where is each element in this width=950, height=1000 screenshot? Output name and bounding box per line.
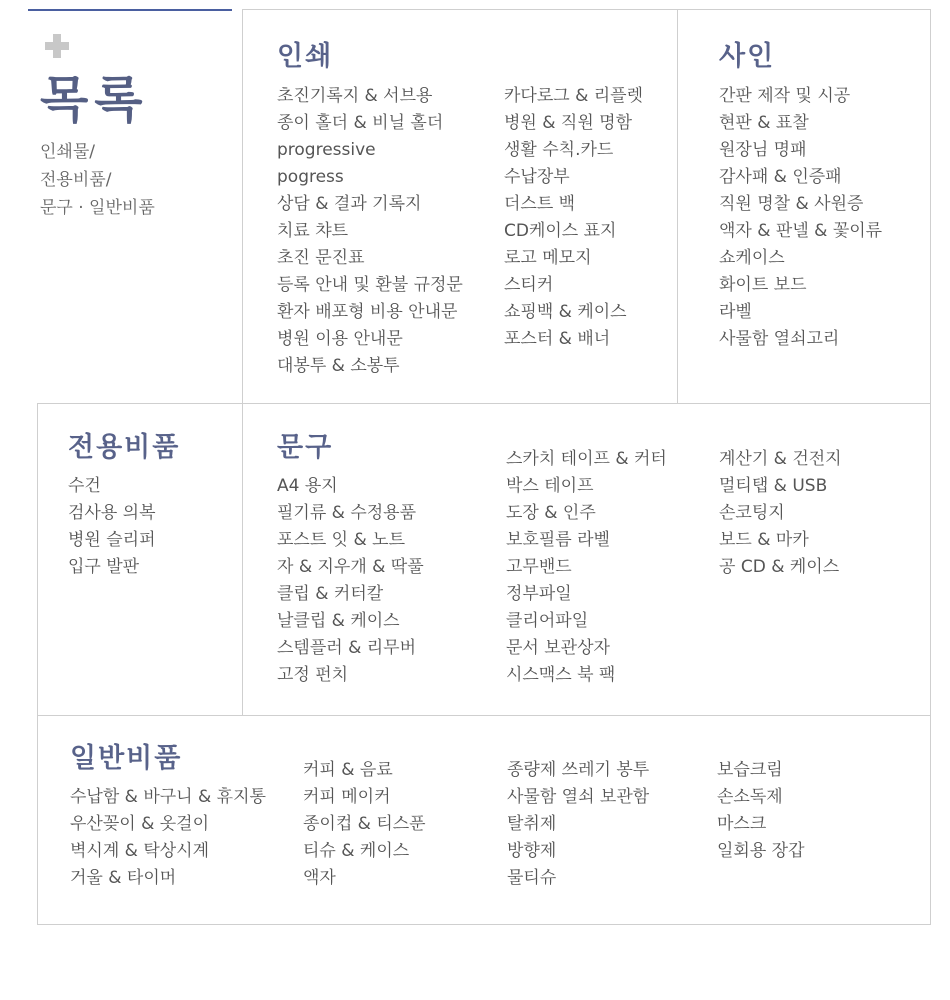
- list-item[interactable]: 초진기록지 & 서브용: [277, 86, 433, 106]
- list-item[interactable]: A4 용지: [277, 476, 338, 496]
- list-item[interactable]: 도장 & 인주: [506, 503, 596, 523]
- list-item[interactable]: 정부파일: [506, 584, 572, 604]
- general-list-1: [70, 784, 266, 892]
- list-item[interactable]: 마스크: [717, 814, 767, 834]
- subtitle-line: 전용비품/: [40, 170, 112, 190]
- subtitle-line: 문구 · 일반비품: [40, 198, 155, 218]
- list-item[interactable]: 스티커: [504, 275, 554, 295]
- dedicated-heading: 전용비품: [68, 432, 181, 463]
- list-item[interactable]: 종이컵 & 티스푼: [303, 814, 426, 834]
- list-item[interactable]: 현판 & 표찰: [719, 113, 809, 133]
- list-item[interactable]: CD케이스 표지: [504, 221, 617, 241]
- print-list-1: [277, 83, 463, 380]
- list-item[interactable]: 포스트 잇 & 노트: [277, 530, 405, 550]
- list-item[interactable]: 보습크림: [717, 760, 783, 780]
- general-list-3: [507, 757, 649, 892]
- list-item[interactable]: 필기류 & 수정용품: [277, 503, 417, 523]
- list-item[interactable]: 간판 제작 및 시공: [719, 86, 851, 106]
- list-item[interactable]: 문서 보관상자: [506, 638, 610, 658]
- list-item[interactable]: 라벨: [719, 302, 752, 322]
- list-item[interactable]: pogress: [277, 167, 344, 187]
- list-item[interactable]: 직원 명찰 & 사원증: [719, 194, 864, 214]
- stationery-list-1: [277, 473, 424, 689]
- list-item[interactable]: 클립 & 커터칼: [277, 584, 384, 604]
- list-item[interactable]: 입구 발판: [68, 557, 140, 577]
- list-item[interactable]: 박스 테이프: [506, 476, 594, 496]
- list-item[interactable]: 보호필름 라벨: [506, 530, 610, 550]
- list-item[interactable]: 스템플러 & 리무버: [277, 638, 417, 658]
- catalog-title: 목록: [40, 71, 149, 129]
- stationery-list-2: [506, 446, 667, 689]
- list-item[interactable]: 거울 & 타이머: [70, 868, 177, 888]
- list-item[interactable]: 방향제: [507, 841, 557, 861]
- list-item[interactable]: 카다로그 & 리플렛: [504, 86, 644, 106]
- list-item[interactable]: 계산기 & 건전지: [719, 449, 842, 469]
- list-item[interactable]: 물티슈: [507, 868, 557, 888]
- list-item[interactable]: 생활 수칙.카드: [504, 140, 614, 160]
- list-item[interactable]: 자 & 지우개 & 딱풀: [277, 557, 424, 577]
- list-item[interactable]: 보드 & 마카: [719, 530, 809, 550]
- list-item[interactable]: 등록 안내 및 환불 규정문: [277, 275, 463, 295]
- list-item[interactable]: 쇼케이스: [719, 248, 785, 268]
- list-item[interactable]: 감사패 & 인증패: [719, 167, 842, 187]
- dedicated-list: [68, 473, 156, 581]
- list-item[interactable]: 클리어파일: [506, 611, 589, 631]
- list-item[interactable]: 병원 슬리퍼: [68, 530, 156, 550]
- list-item[interactable]: 날클립 & 케이스: [277, 611, 400, 631]
- print-heading: 인쇄: [277, 41, 334, 72]
- list-item[interactable]: 포스터 & 배너: [504, 329, 611, 349]
- list-item[interactable]: 탈취제: [507, 814, 557, 834]
- list-item[interactable]: 종량제 쓰레기 봉투: [507, 760, 650, 780]
- list-item[interactable]: 사물함 열쇠 보관함: [507, 787, 650, 807]
- list-item[interactable]: 환자 배포형 비용 안내문: [277, 302, 458, 322]
- list-item[interactable]: 화이트 보드: [719, 275, 807, 295]
- stationery-list-3: [719, 446, 842, 581]
- general-list-2: [303, 757, 426, 892]
- list-item[interactable]: 시스맥스 북 팩: [506, 665, 616, 685]
- sign-list: [719, 83, 882, 353]
- sign-heading: 사인: [719, 41, 776, 72]
- list-item[interactable]: 공 CD & 케이스: [719, 557, 840, 577]
- general-heading: 일반비품: [70, 743, 183, 774]
- print-list-2: [504, 83, 643, 353]
- list-item[interactable]: 검사용 의복: [68, 503, 156, 523]
- subtitle-line: 인쇄물/: [40, 142, 95, 162]
- list-item[interactable]: 벽시계 & 탁상시계: [70, 841, 210, 861]
- list-item[interactable]: 고정 펀치: [277, 665, 349, 685]
- list-item[interactable]: 쇼핑백 & 케이스: [504, 302, 627, 322]
- list-item[interactable]: 종이 홀더 & 비닐 홀더: [277, 113, 444, 133]
- list-item[interactable]: 로고 메모지: [504, 248, 592, 268]
- list-item[interactable]: 병원 & 직원 명함: [504, 113, 632, 133]
- list-item[interactable]: 상담 & 결과 기록지: [277, 194, 422, 214]
- list-item[interactable]: 사물함 열쇠고리: [719, 329, 840, 349]
- list-item[interactable]: progressive: [277, 140, 376, 160]
- stationery-heading: 문구: [277, 432, 334, 463]
- list-item[interactable]: 더스트 백: [504, 194, 576, 214]
- list-item[interactable]: 손소독제: [717, 787, 783, 807]
- list-item[interactable]: 고무밴드: [506, 557, 572, 577]
- list-item[interactable]: 수납장부: [504, 167, 570, 187]
- list-item[interactable]: 액자 & 판넬 & 꽃이류: [719, 221, 883, 241]
- catalog-subtitle: [40, 138, 155, 222]
- list-item[interactable]: 액자: [303, 868, 336, 888]
- list-item[interactable]: 수건: [68, 476, 101, 496]
- list-item[interactable]: 손코팅지: [719, 503, 785, 523]
- list-item[interactable]: 초진 문진표: [277, 248, 365, 268]
- list-item[interactable]: 티슈 & 케이스: [303, 841, 410, 861]
- list-item[interactable]: 우산꽂이 & 옷걸이: [70, 814, 210, 834]
- list-item[interactable]: 멀티탭 & USB: [719, 476, 828, 496]
- list-item[interactable]: 커피 메이커: [303, 787, 391, 807]
- header-accent-line: [28, 9, 232, 11]
- list-item[interactable]: 수납함 & 바구니 & 휴지통: [70, 787, 266, 807]
- list-item[interactable]: 치료 챠트: [277, 221, 349, 241]
- list-item[interactable]: 커피 & 음료: [303, 760, 393, 780]
- general-list-4: [717, 757, 805, 865]
- list-item[interactable]: 병원 이용 안내문: [277, 329, 403, 349]
- list-item[interactable]: 일회용 장갑: [717, 841, 805, 861]
- plus-icon: [45, 34, 69, 58]
- list-item[interactable]: 대봉투 & 소봉투: [277, 356, 400, 376]
- list-item[interactable]: 원장님 명패: [719, 140, 807, 160]
- list-item[interactable]: 스카치 테이프 & 커터: [506, 449, 667, 469]
